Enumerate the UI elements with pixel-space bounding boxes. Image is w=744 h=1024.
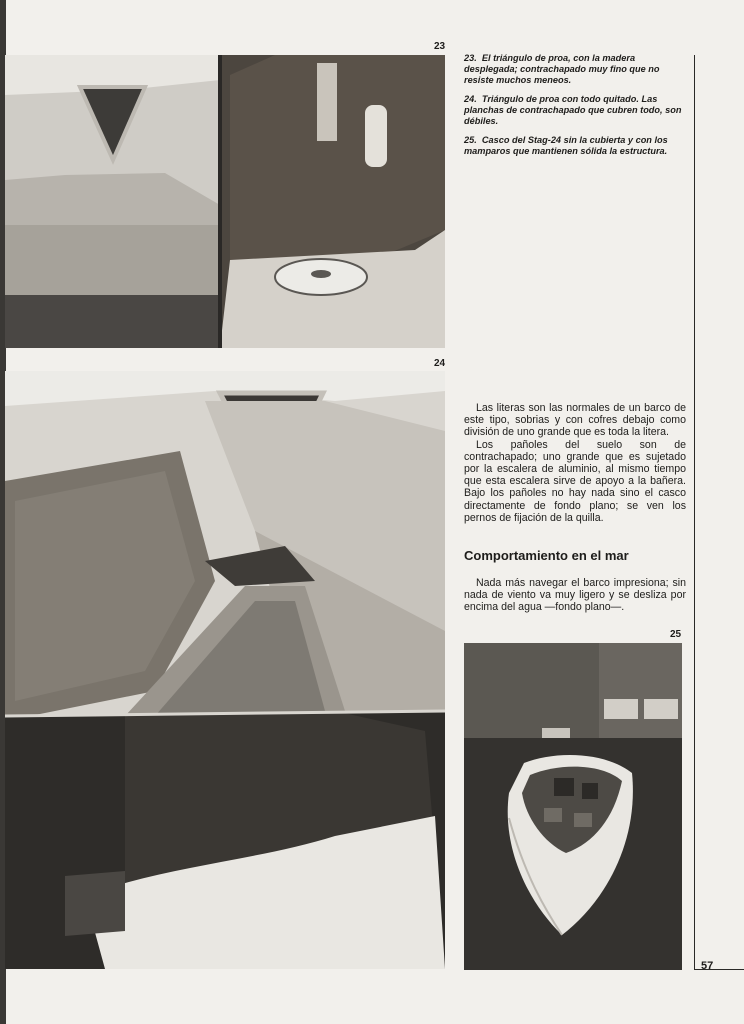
caption-23-text: El triángulo de proa, con la madera desplegada; contrachapado muy fino que no resiste muchos meneos. [464, 53, 660, 85]
figure-24-number: 24 [434, 358, 446, 369]
section-heading: Comportamiento en el mar [464, 548, 629, 563]
figure-25-number: 25 [670, 629, 682, 640]
page-number: 57 [701, 960, 714, 972]
photo-24-stripped-bow [5, 371, 445, 969]
body-paragraph-2: Los pañoles del suelo son de contrachapado; uno grande que es sujetado por la escalera de aluminio, al mismo tiempo que esta escalera sirve de apoyo a la bañera. Bajo los pañoles no hay nada sino el casco directamente de fondo plano; se ven los pernos de fijación de la quilla. [464, 438, 686, 524]
body-text-block [464, 402, 686, 524]
photo-23-bow-cabin [5, 55, 445, 348]
caption-25-number: 25. [464, 135, 477, 145]
photo-25-hull [464, 643, 682, 970]
caption-23 [464, 53, 689, 86]
figure-23-number: 23 [434, 41, 446, 52]
caption-23-number: 23. [464, 53, 477, 63]
caption-24-number: 24. [464, 94, 477, 104]
photo-25-illustration [464, 643, 682, 970]
photo-23-illustration [5, 55, 445, 348]
caption-24 [464, 94, 689, 127]
body-paragraph-3: Nada más navegar el barco impresiona; sin nada de viento va muy ligero y se desliza por encima del agua —fondo plano—. [464, 577, 686, 614]
photo-24-illustration [5, 371, 445, 969]
caption-25-text: Casco del Stag-24 sin la cubierta y con los mamparos que mantienen sólida la estructura. [464, 135, 668, 156]
caption-24-text: Triángulo de proa con todo quitado. Las planchas de contrachapado que cubren todo, son débiles. [464, 94, 682, 126]
caption-25 [464, 135, 689, 157]
column-rule [694, 55, 695, 970]
body-text-block-2 [464, 577, 686, 614]
captions-block [464, 53, 689, 165]
body-paragraph-1: Las literas son las normales de un barco de este tipo, sobrias y con cofres debajo como división de uno grande que es toda la litera. [464, 402, 686, 439]
